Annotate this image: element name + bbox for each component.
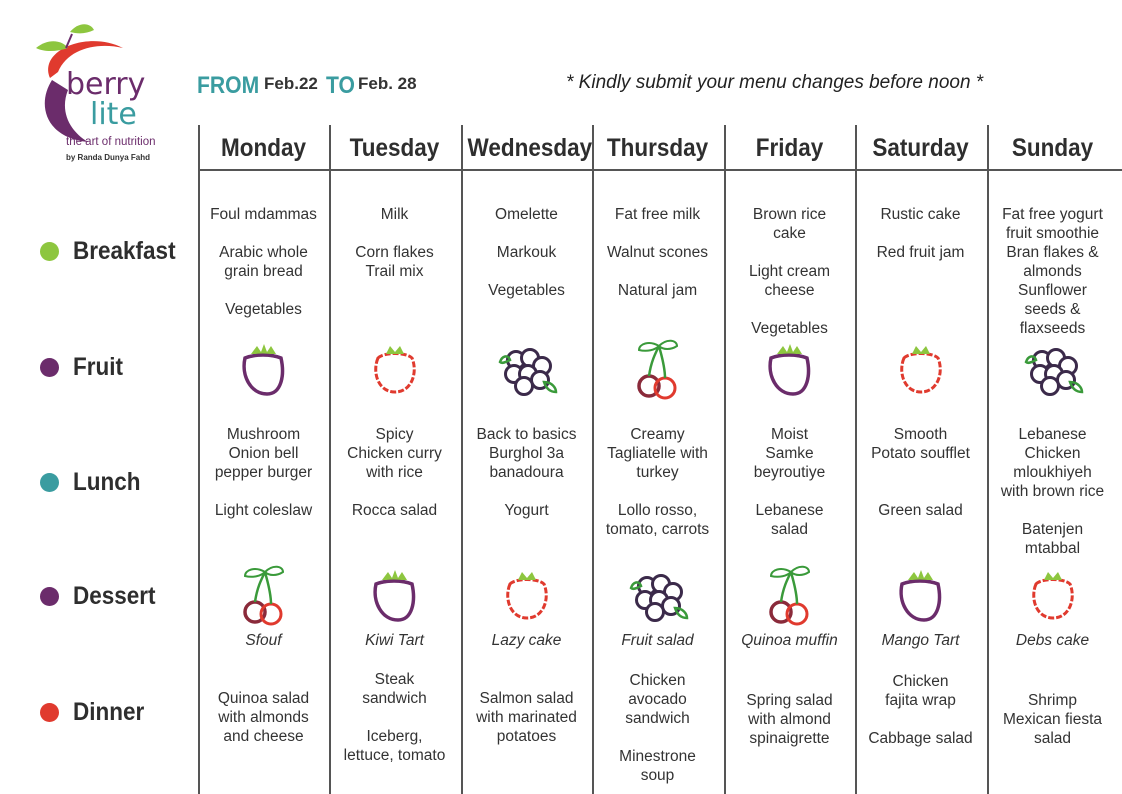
day-header-tuesday: Tuesday xyxy=(349,134,440,162)
dessert-name: Sfouf xyxy=(245,632,282,649)
menu-item: Creamy xyxy=(630,426,685,443)
dinner-cell xyxy=(855,672,986,748)
dessert-name: Mango Tart xyxy=(881,632,960,649)
day-header-sunday: Sunday xyxy=(1011,134,1094,162)
dinner-cell xyxy=(592,671,723,785)
header-divider xyxy=(198,169,1122,171)
menu-item: Milk xyxy=(380,206,409,223)
menu-item: Green salad xyxy=(878,502,963,519)
menu-item: and cheese xyxy=(223,728,304,745)
menu-item: Lollo rosso, xyxy=(617,502,698,519)
menu-item: Smooth xyxy=(893,426,948,443)
breakfast-cell xyxy=(592,205,723,300)
menu-item: with almonds xyxy=(218,709,309,726)
menu-item: lettuce, tomato xyxy=(343,747,446,764)
breakfast-cell xyxy=(198,205,329,319)
menu-item: Rocca salad xyxy=(351,502,438,519)
breakfast-cell xyxy=(855,205,986,262)
menu-item: Lebanese xyxy=(755,502,824,519)
day-header-wednesday: Wednesday xyxy=(467,134,593,162)
fig-icon xyxy=(231,336,297,402)
row-label-fruit: Fruit xyxy=(40,349,129,385)
menu-item: turkey xyxy=(636,464,679,481)
lunch-cell xyxy=(724,425,855,539)
dinner-cell xyxy=(329,670,460,765)
menu-item: Spicy xyxy=(375,426,414,443)
dessert-name: Kiwi Tart xyxy=(365,632,424,649)
menu-item: Light coleslaw xyxy=(214,502,313,519)
menu-item: cheese xyxy=(764,282,815,299)
svg-text:lite: lite xyxy=(90,97,137,132)
dinner-cell xyxy=(987,691,1118,748)
menu-item: Fat free yogurt xyxy=(1002,206,1103,223)
row-label-dessert: Dessert xyxy=(40,578,165,614)
cherry-icon xyxy=(231,562,297,628)
menu-item: Light cream xyxy=(749,263,830,280)
menu-item: Vegetables xyxy=(225,301,302,318)
menu-item: Sunflower xyxy=(1018,282,1087,299)
menu-item: Natural jam xyxy=(617,282,698,299)
menu-item: Vegetables xyxy=(488,282,565,299)
menu-item: with almond xyxy=(748,711,831,728)
menu-item: avocado xyxy=(628,691,687,708)
dessert-name: Debs cake xyxy=(1015,632,1090,649)
to-date: Feb. 28 xyxy=(358,74,417,93)
menu-item: Chicken xyxy=(892,673,949,690)
dinner-cell xyxy=(198,689,329,746)
menu-item: Markouk xyxy=(496,244,557,261)
day-header-monday: Monday xyxy=(220,134,306,162)
menu-item: Mushroom xyxy=(226,426,301,443)
breakfast-cell xyxy=(461,205,592,300)
day-header-thursday: Thursday xyxy=(606,134,709,162)
menu-item: Salmon salad xyxy=(479,690,574,707)
menu-item: Rustic cake xyxy=(880,206,961,223)
menu-item: Onion bell xyxy=(228,445,299,462)
dessert-name: Fruit salad xyxy=(621,632,694,649)
menu-item: mloukhiyeh xyxy=(1013,464,1092,481)
menu-item: Walnut scones xyxy=(606,244,709,261)
menu-item: sandwich xyxy=(625,710,690,727)
menu-item: grain bread xyxy=(224,263,303,280)
menu-item: Mexican fiesta xyxy=(1002,711,1103,728)
lunch-cell xyxy=(987,425,1118,558)
fruit-dot-icon xyxy=(40,358,59,377)
menu-item: Yogurt xyxy=(504,502,549,519)
menu-item: Chicken xyxy=(629,672,686,689)
day-header-saturday: Saturday xyxy=(872,134,969,162)
row-label-lunch: Lunch xyxy=(40,464,148,500)
menu-item: Minestrone xyxy=(619,748,696,765)
menu-item: Moist xyxy=(770,426,809,443)
menu-item: Foul mdammas xyxy=(210,206,317,223)
menu-item: Brown rice xyxy=(752,206,827,223)
menu-item: beyroutiye xyxy=(753,464,826,481)
menu-item: with rice xyxy=(366,464,423,481)
menu-item: Fat free milk xyxy=(614,206,701,223)
cherry-icon xyxy=(757,562,823,628)
raspberry-icon xyxy=(494,562,560,628)
breakfast-cell xyxy=(987,205,1118,338)
lunch-cell xyxy=(329,425,460,520)
dinner-cell xyxy=(724,691,855,748)
blueberry-icon xyxy=(494,336,560,402)
lunch-cell xyxy=(461,425,592,520)
breakfast-cell xyxy=(724,205,855,338)
menu-item: with marinated xyxy=(476,709,577,726)
menu-item: Shrimp xyxy=(1027,692,1078,709)
menu-item: flaxseeds xyxy=(1019,320,1086,337)
raspberry-icon xyxy=(888,336,954,402)
breakfast-dot-icon xyxy=(40,242,59,261)
lunch-cell xyxy=(855,425,986,520)
menu-item: sandwich xyxy=(362,690,427,707)
from-label: FROM xyxy=(197,72,260,99)
fig-icon xyxy=(362,562,428,628)
menu-item: tomato, carrots xyxy=(605,521,710,538)
menu-item: Tagliatelle with xyxy=(607,445,708,462)
fig-icon xyxy=(888,562,954,628)
menu-item: Potato soufflet xyxy=(871,445,970,462)
row-label-breakfast: Breakfast xyxy=(40,233,187,269)
menu-item: banadoura xyxy=(489,464,564,481)
menu-item: Arabic whole xyxy=(219,244,308,261)
menu-item: Cabbage salad xyxy=(868,730,973,747)
brand-tagline: the art of nutrition xyxy=(66,136,156,148)
menu-item: Lebanese xyxy=(1018,426,1087,443)
menu-item: Back to basics xyxy=(476,426,577,443)
menu-item: Corn flakes xyxy=(355,244,434,261)
raspberry-icon xyxy=(1020,562,1086,628)
menu-item: cake xyxy=(773,225,806,242)
day-header-friday: Friday xyxy=(755,134,824,162)
menu-item: Omelette xyxy=(495,206,558,223)
menu-item: Trail mix xyxy=(365,263,424,280)
dessert-name: Lazy cake xyxy=(491,632,562,649)
menu-item: Red fruit jam xyxy=(876,244,965,261)
blueberry-icon xyxy=(1020,336,1086,402)
lunch-dot-icon xyxy=(40,473,59,492)
raspberry-icon xyxy=(362,336,428,402)
menu-item: fajita wrap xyxy=(885,692,956,709)
menu-item: potatoes xyxy=(496,728,557,745)
fig-icon xyxy=(757,336,823,402)
menu-item: Bran flakes & xyxy=(1006,244,1099,261)
menu-item: Batenjen xyxy=(1021,521,1084,538)
menu-change-notice: * Kindly submit your menu changes before noon * xyxy=(566,72,984,93)
menu-item: Iceberg, xyxy=(366,728,423,745)
menu-item: seeds & xyxy=(1024,301,1081,318)
menu-item: pepper burger xyxy=(214,464,313,481)
brand-byline: by Randa Dunya Fahd xyxy=(66,153,151,162)
to-label: TO xyxy=(326,72,355,99)
menu-item: soup xyxy=(640,767,675,784)
dessert-dot-icon xyxy=(40,587,59,606)
menu-item: with brown rice xyxy=(1000,483,1105,500)
lunch-cell xyxy=(592,425,723,539)
menu-item: Quinoa salad xyxy=(217,690,310,707)
menu-item: Samke xyxy=(765,445,814,462)
dinner-cell xyxy=(461,689,592,746)
menu-item: salad xyxy=(770,521,809,538)
breakfast-cell xyxy=(329,205,460,281)
dessert-name: Quinoa muffin xyxy=(741,632,838,649)
menu-item: almonds xyxy=(1023,263,1082,280)
menu-item: Spring salad xyxy=(746,692,833,709)
from-date: Feb.22 xyxy=(264,74,318,93)
svg-text:berry: berry xyxy=(66,67,146,102)
lunch-cell xyxy=(198,425,329,520)
dinner-dot-icon xyxy=(40,703,59,722)
menu-item: Chicken xyxy=(1024,445,1081,462)
menu-item: Burghol 3a xyxy=(489,445,564,462)
menu-item: Vegetables xyxy=(751,320,828,337)
menu-item: Chicken curry xyxy=(347,445,442,462)
menu-item: spinaigrette xyxy=(749,730,830,747)
menu-item: salad xyxy=(1033,730,1072,747)
menu-item: mtabbal xyxy=(1024,540,1081,557)
blueberry-icon xyxy=(625,562,691,628)
cherry-icon xyxy=(625,336,691,402)
menu-item: fruit smoothie xyxy=(1005,225,1100,242)
menu-item: Steak xyxy=(374,671,415,688)
row-label-dinner: Dinner xyxy=(40,694,152,730)
